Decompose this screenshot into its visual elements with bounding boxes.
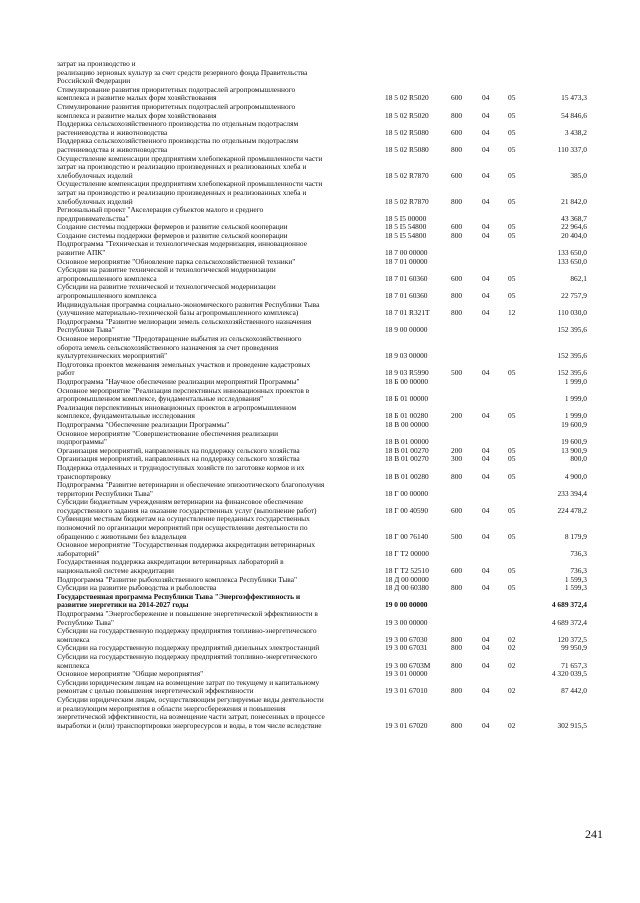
row-amount: 8 179,9 (564, 531, 587, 541)
table-row (0, 283, 640, 300)
row-expense-type: 600 (451, 505, 463, 515)
row-expense-type: 800 (451, 643, 463, 653)
row-subsection: 12 (508, 308, 516, 318)
row-section: 04 (482, 308, 490, 318)
row-description: Субсидии юридическим лицам на возмещение затрат по текущему и капитальному ремонтам с целью повышения энергетической эффективности (57, 677, 320, 696)
row-section: 04 (482, 583, 490, 593)
row-amount: 22 757,9 (561, 291, 587, 301)
row-section: 04 (482, 222, 490, 232)
row-amount: 800,0 (570, 454, 587, 464)
table-row (0, 137, 640, 154)
row-amount: 1 999,0 (564, 376, 587, 386)
row-description: Организация мероприятий, направленных на поддержку сельского хозяйства (57, 445, 300, 455)
row-description: затрат на производство и реализацию зерновых культур за счет средств резервного фонда Правительства Российской Федерации (57, 59, 308, 86)
row-description: Подпрограмма "Развитие мелиорации земель сельскохозяйственного назначения Республики Тыва" (57, 316, 312, 335)
row-amount: 152 395,6 (557, 368, 587, 378)
row-section: 04 (482, 411, 490, 421)
row-code: 19 3 00 00000 (385, 617, 428, 627)
row-code: 18 В 01 00270 (385, 445, 429, 455)
row-description: Осуществление компенсации предприятиям хлебопекарной промышленности части затрат на производство и реализацию произведенных и реализованных хлеба и хлебобулочных изделий (57, 179, 323, 206)
row-subsection: 05 (508, 230, 516, 240)
table-row (0, 301, 640, 318)
row-subsection: 05 (508, 273, 516, 283)
row-subsection: 02 (508, 660, 516, 670)
row-code: 19 3 00 6703М (385, 660, 431, 670)
row-description: Основное мероприятие "Предотвращение выбытия из сельскохозяйственного оборота земель сельскохозяйственного назначения за счет проведения культуртехнических мероприятий" (57, 334, 302, 361)
row-section: 04 (482, 686, 490, 696)
row-code: 18 Д 00 00000 (385, 574, 429, 584)
row-section: 04 (482, 566, 490, 576)
table-row (0, 240, 640, 257)
row-code: 18 5 I5 00000 (385, 213, 427, 223)
row-code: 18 9 03 00000 (385, 351, 428, 361)
row-description: Индивидуальная программа социально-экономического развития Республики Тыва (улучшение материально-технической базы агропромышленного комплекса) (57, 299, 320, 318)
row-code: 18 5 02 R5020 (385, 93, 429, 103)
row-expense-type: 800 (451, 308, 463, 318)
row-description: Подпрограмма "Научное обеспечение реализации мероприятий Программы" (57, 376, 300, 386)
row-description: Подпрограмма "Развитие ветеринарии и обеспечение эпизоотического благополучия территории Республики Тыва" (57, 480, 325, 498)
row-subsection: 05 (508, 93, 516, 103)
row-amount: 20 404,0 (561, 230, 587, 240)
table-row (0, 593, 640, 610)
row-expense-type: 800 (451, 110, 463, 120)
row-amount: 15 473,3 (561, 93, 587, 103)
row-expense-type: 600 (451, 93, 463, 103)
row-expense-type: 800 (451, 144, 463, 154)
table-row (0, 610, 640, 627)
row-amount: 1 999,0 (564, 411, 587, 421)
row-amount: 736,3 (570, 566, 587, 576)
row-amount: 110 030,0 (557, 308, 587, 318)
row-expense-type: 800 (451, 230, 463, 240)
row-amount: 4 689 372,4 (551, 617, 587, 627)
row-expense-type: 600 (451, 222, 463, 232)
table-row (0, 541, 640, 558)
row-section: 04 (482, 230, 490, 240)
row-expense-type: 800 (451, 196, 463, 206)
row-code: 18 5 02 R7870 (385, 196, 429, 206)
row-code: 18 Г 00 40590 (385, 505, 429, 515)
row-amount: 385,0 (570, 170, 587, 180)
row-amount: 19 600,9 (561, 437, 587, 447)
row-description: Подпрограмма "Развитие рыбохозяйственного комплекса Республики Тыва" (57, 574, 297, 584)
row-code: 18 9 00 00000 (385, 325, 428, 335)
table-row (0, 335, 640, 361)
row-subsection: 05 (508, 127, 516, 137)
row-description: Стимулирование развития приоритетных подотраслей агропромышленного комплекса и развитие малых форм хозяйствования (57, 101, 296, 120)
row-expense-type: 800 (451, 471, 463, 481)
row-expense-type: 200 (451, 445, 463, 455)
table-row (0, 430, 640, 447)
row-section: 04 (482, 634, 490, 644)
row-code: 19 0 00 00000 (385, 600, 428, 610)
row-amount: 736,3 (570, 548, 587, 558)
row-description: Основное мероприятие "Реализация перспективных инновационных проектов в агропромышленном комплексе, фундаментальные исследования" (57, 385, 310, 404)
row-description: Поддержка отдаленных и труднодоступных хозяйств по заготовке кормов и их транспортировку (57, 462, 305, 481)
row-amount: 71 657,3 (561, 660, 587, 670)
table-row (0, 155, 640, 181)
row-subsection: 02 (508, 634, 516, 644)
row-subsection: 05 (508, 222, 516, 232)
row-code: 18 В 01 00000 (385, 437, 429, 447)
row-subsection: 05 (508, 110, 516, 120)
table-row (0, 86, 640, 103)
row-subsection: 05 (508, 531, 516, 541)
row-code: 18 9 03 R5990 (385, 368, 429, 378)
row-amount: 22 964,6 (561, 222, 587, 232)
row-subsection: 05 (508, 411, 516, 421)
row-description: Поддержка сельскохозяйственного производства по отдельным подотраслям растениеводства и животноводства (57, 136, 299, 154)
row-description: Подпрограмма "Обеспечение реализации Программы" (57, 419, 230, 429)
row-code: 19 3 00 67031 (385, 643, 428, 653)
row-description: Осуществление компенсации предприятиям хлебопекарной промышленности части затрат на производство и реализацию произведенных и реализованных хлеба и хлебобулочных изделий (57, 153, 323, 180)
row-amount: 4 320 039,5 (551, 669, 587, 679)
row-section: 04 (482, 291, 490, 301)
row-subsection: 05 (508, 583, 516, 593)
row-subsection: 05 (508, 291, 516, 301)
row-amount: 152 395,6 (557, 325, 587, 335)
row-expense-type: 800 (451, 720, 463, 730)
row-amount: 4 900,0 (564, 471, 587, 481)
row-section: 04 (482, 196, 490, 206)
row-expense-type: 200 (451, 411, 463, 421)
row-description: Региональный проект "Акселерация субъектов малого и среднего предпринимательства" (57, 205, 264, 223)
row-expense-type: 800 (451, 291, 463, 301)
table-row (0, 481, 640, 498)
row-code: 18 5 02 R5080 (385, 127, 429, 137)
row-description: Субсидии на государственную поддержку предприятия топливно-энергетического комплекса (57, 626, 317, 644)
row-description: Субсидии на развитие рыбоводства и рыболовства (57, 583, 217, 593)
row-code: 18 Б 01 00000 (385, 394, 429, 404)
row-amount: 3 438,2 (564, 127, 587, 137)
row-section: 04 (482, 127, 490, 137)
row-amount: 862,1 (570, 273, 587, 283)
table-row (0, 679, 640, 696)
row-code: 18 5 02 R7870 (385, 170, 429, 180)
row-expense-type: 800 (451, 583, 463, 593)
row-description: Основное мероприятие "Совершенствование обеспечения реализации подпрограммы" (57, 428, 279, 447)
row-subsection: 05 (508, 144, 516, 154)
row-code: 19 3 00 67030 (385, 634, 428, 644)
row-subsection: 05 (508, 454, 516, 464)
row-amount: 4 689 372,4 (551, 600, 587, 610)
row-amount: 43 368,7 (561, 213, 587, 223)
row-description: Основное мероприятие "Государственная поддержка аккредитации ветеринарных лабораторий" (57, 540, 316, 558)
row-section: 04 (482, 643, 490, 653)
row-code: 18 В 00 00000 (385, 419, 429, 429)
row-section: 04 (482, 471, 490, 481)
row-code: 19 3 01 67020 (385, 720, 428, 730)
row-amount: 233 394,4 (557, 488, 587, 498)
row-expense-type: 800 (451, 686, 463, 696)
table-row (0, 361, 640, 378)
row-code: 18 Г Т2 52510 (385, 566, 429, 576)
table-row (0, 498, 640, 515)
row-expense-type: 500 (451, 531, 463, 541)
table-row (0, 103, 640, 120)
row-description: Подпрограмма "Техническая и технологическая модернизация, инновационное развитие АПК" (57, 239, 307, 258)
table-row (0, 558, 640, 575)
row-code: 18 Б 00 00000 (385, 376, 429, 386)
table-row (0, 180, 640, 206)
row-subsection: 05 (508, 445, 516, 455)
table-row (0, 696, 640, 730)
row-description: Поддержка сельскохозяйственного производства по отдельным подотраслям растениеводства и животноводства (57, 119, 299, 137)
row-section: 04 (482, 531, 490, 541)
row-section: 04 (482, 170, 490, 180)
row-amount: 133 650,0 (557, 256, 587, 266)
row-code: 18 Д 00 60380 (385, 583, 429, 593)
row-code: 18 5 I5 54800 (385, 222, 427, 232)
row-section: 04 (482, 144, 490, 154)
row-section: 04 (482, 93, 490, 103)
row-description: Основное мероприятие "Общие мероприятия" (57, 669, 204, 679)
row-amount: 133 650,0 (557, 248, 587, 258)
row-section: 04 (482, 368, 490, 378)
row-description: Создание системы поддержки фермеров и развитие сельской кооперации (57, 222, 288, 232)
table-row (0, 120, 640, 137)
row-description: Основное мероприятие "Обновление парка сельскохозяйственной техники" (57, 256, 296, 266)
row-amount: 1 999,0 (564, 394, 587, 404)
row-subsection: 02 (508, 686, 516, 696)
row-description: Субвенции местным бюджетам на осуществление переданных государственных полномочий по организации мероприятий при осуществлении деятельности по обращению с животными без владельцев (57, 514, 310, 541)
row-amount: 13 900,9 (561, 445, 587, 455)
row-code: 19 3 01 00000 (385, 669, 428, 679)
row-expense-type: 600 (451, 127, 463, 137)
table-row (0, 266, 640, 283)
row-subsection: 05 (508, 566, 516, 576)
row-code: 18 5 02 R5020 (385, 110, 429, 120)
row-code: 18 В 01 00270 (385, 454, 429, 464)
page-number: 241 (585, 827, 603, 841)
row-code: 18 7 01 60360 (385, 291, 428, 301)
row-code: 18 В 01 00280 (385, 471, 429, 481)
row-code: 18 Г 00 76140 (385, 531, 429, 541)
row-expense-type: 600 (451, 273, 463, 283)
row-subsection: 05 (508, 368, 516, 378)
budget-table (0, 60, 640, 730)
table-row (0, 464, 640, 481)
row-expense-type: 800 (451, 660, 463, 670)
row-description: Субсидии юридическим лицам, осуществляющим регулируемые виды деятельности и реализующим мероприятия в области энергосбережения и повышения энергетической эффективности, на возмещение части затрат, понесенных в процессе выработки и (или) транспортировки энергоресурсов и воды, в том числе вследствие (57, 694, 325, 730)
row-section: 04 (482, 660, 490, 670)
row-expense-type: 600 (451, 566, 463, 576)
row-expense-type: 800 (451, 634, 463, 644)
row-amount: 19 600,9 (561, 419, 587, 429)
row-description: Субсидии на развитие технической и технологической модернизации агропромышленного комплекса (57, 282, 276, 301)
row-description: Государственная программа Республики Тыва "Энергоэффективность и развитие энергетики на 2014-2027 годы (57, 591, 301, 610)
row-code: 19 3 01 67010 (385, 686, 428, 696)
row-subsection: 05 (508, 170, 516, 180)
table-row (0, 60, 640, 86)
row-section: 04 (482, 110, 490, 120)
table-row (0, 653, 640, 670)
row-section: 04 (482, 720, 490, 730)
row-description: Субсидии на государственную поддержку предприятий топливно-энергетического комплекса (57, 651, 318, 670)
row-amount: 120 372,5 (557, 634, 587, 644)
row-section: 04 (482, 273, 490, 283)
row-subsection: 05 (508, 196, 516, 206)
row-section: 04 (482, 445, 490, 455)
row-description: Организация мероприятий, направленных на поддержку сельского хозяйства (57, 454, 300, 464)
table-row (0, 627, 640, 644)
row-amount: 110 337,0 (557, 144, 587, 154)
row-amount: 1 599,3 (564, 574, 587, 584)
row-description: Стимулирование развития приоритетных подотраслей агропромышленного комплекса и развитие малых форм хозяйствования (57, 84, 296, 103)
row-code: 18 7 01 60360 (385, 273, 428, 283)
row-subsection: 02 (508, 720, 516, 730)
row-code: 18 5 I5 54800 (385, 230, 427, 240)
row-description: Субсидии на государственную поддержку предприятий дизельных электростанций (57, 643, 320, 653)
row-code: 18 Б 01 00280 (385, 411, 429, 421)
row-subsection: 05 (508, 471, 516, 481)
row-description: Субсидии на развитие технической и технологической модернизации агропромышленного комплекса (57, 265, 276, 283)
row-description: Создание системы поддержки фермеров и развитие сельской кооперации (57, 230, 288, 240)
row-amount: 21 842,0 (561, 196, 587, 206)
table-row (0, 387, 640, 404)
row-description: Подготовка проектов межевания земельных участков и проведение кадастровых работ (57, 359, 311, 378)
row-section: 04 (482, 454, 490, 464)
row-description: Субсидии бюджетным учреждениям ветеринарии на финансовое обеспечение государственного задания на оказание государственных услуг (выполнение работ) (57, 497, 317, 515)
row-amount: 1 599,3 (564, 583, 587, 593)
row-amount: 54 846,6 (561, 110, 587, 120)
row-code: 18 5 02 R5080 (385, 144, 429, 154)
row-code: 18 7 00 00000 (385, 248, 428, 258)
table-row (0, 206, 640, 223)
row-code: 18 Г Т2 00000 (385, 548, 429, 558)
table-row (0, 318, 640, 335)
row-subsection: 05 (508, 505, 516, 515)
row-section: 04 (482, 505, 490, 515)
row-expense-type: 600 (451, 170, 463, 180)
row-amount: 99 950,9 (561, 643, 587, 653)
row-code: 18 7 01 R321T (385, 308, 430, 318)
row-amount: 224 478,2 (557, 505, 587, 515)
row-amount: 87 442,0 (561, 686, 587, 696)
table-row (0, 515, 640, 541)
row-amount: 302 915,5 (557, 720, 587, 730)
row-subsection: 02 (508, 643, 516, 653)
row-expense-type: 300 (451, 454, 463, 464)
row-code: 18 7 01 00000 (385, 256, 428, 266)
row-description: Подпрограмма "Энергосбережение и повышение энергетической эффективности в Республике Тыва" (57, 609, 318, 627)
row-description: Реализация перспективных инновационных проектов в агропромышленном комплексе, фундаментальные исследования (57, 402, 297, 421)
row-code: 18 Г 00 00000 (385, 488, 429, 498)
table-row (0, 404, 640, 421)
row-amount: 152 395,6 (557, 351, 587, 361)
row-description: Государственная поддержка аккредитации ветеринарных лабораторий в национальной системе аккредитации (57, 557, 284, 576)
row-expense-type: 500 (451, 368, 463, 378)
